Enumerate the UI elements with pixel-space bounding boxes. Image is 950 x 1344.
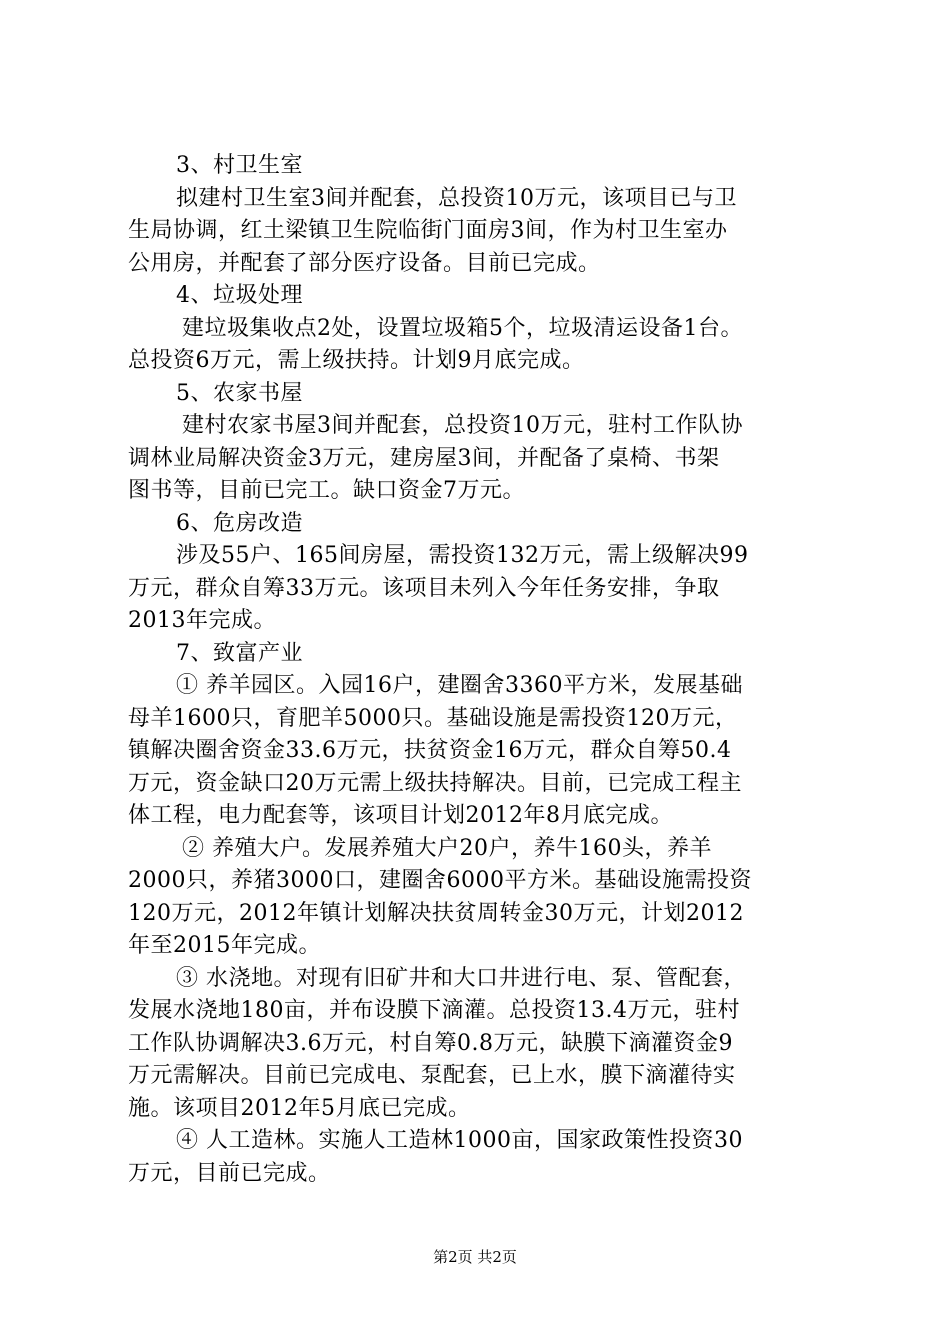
text-line: 涉及55户、165间房屋，需投资132万元，需上级解决99: [176, 543, 749, 568]
text-line: 6、危房改造: [176, 510, 303, 536]
text-line: 年至2015年完成。: [128, 933, 321, 958]
text-line: 万元需解决。目前已完成电、泵配套，已上水，膜下滴灌待实: [128, 1063, 736, 1088]
text-line: ④ 人工造林。实施人工造林1000亩，国家政策性投资30: [176, 1128, 743, 1153]
text-line: 万元，资金缺口20万元需上级扶持解决。目前，已完成工程主: [128, 770, 742, 796]
text-line: 母羊1600只，育肥羊5000只。基础设施是需投资120万元，: [128, 705, 738, 731]
text-line: ② 养殖大户。发展养殖大户20户，养牛160头，养羊: [182, 835, 712, 861]
text-line: 镇解决圈舍资金33.6万元，扶贫资金16万元，群众自筹50.4: [128, 738, 732, 763]
text-line: 调林业局解决资金3万元，建房屋3间，并配备了桌椅、书架: [128, 445, 720, 471]
text-line: 120万元，2012年镇计划解决扶贫周转金30万元，计划2012: [128, 900, 744, 926]
text-line: 生局协调，红土梁镇卫生院临街门面房3间，作为村卫生室办: [128, 218, 728, 243]
text-line: 3、村卫生室: [176, 153, 303, 178]
text-line: 建垃圾集收点2处，设置垃圾箱5个，垃圾清运设备1台。: [182, 315, 743, 341]
text-line: 公用房，并配套了部分医疗设备。目前已完成。: [128, 250, 601, 276]
text-line: 工作队协调解决3.6万元，村自筹0.8万元，缺膜下滴灌资金9: [128, 1030, 733, 1056]
text-line: 2013年完成。: [128, 608, 276, 633]
text-line: 建村农家书屋3间并配套，总投资10万元，驻村工作队协: [182, 413, 743, 438]
text-line: 4、垃圾处理: [176, 283, 303, 308]
document-body: [128, 150, 828, 1190]
text-line: 5、农家书屋: [176, 380, 303, 406]
text-line: 体工程，电力配套等，该项目计划2012年8月底完成。: [128, 803, 673, 828]
text-line: 总投资6万元，需上级扶持。计划9月底完成。: [128, 348, 585, 373]
text-line: 发展水浇地180亩，并布设膜下滴灌。总投资13.4万元，驻村: [128, 998, 740, 1023]
text-line: 2000只，养猪3000口，建圈舍6000平方米。基础设施需投资: [128, 868, 752, 893]
text-line: 万元，群众自筹33万元。该项目未列入今年任务安排，争取: [128, 575, 720, 601]
text-line: 拟建村卫生室3间并配套，总投资10万元，该项目已与卫: [176, 185, 737, 211]
text-line: 图书等，目前已完工。缺口资金7万元。: [128, 478, 525, 503]
text-line: 7、致富产业: [176, 640, 303, 666]
text-line: ① 养羊园区。入园16户，建圈舍3360平方米，发展基础: [176, 673, 743, 698]
text-line: 万元，目前已完成。: [128, 1160, 331, 1186]
text-line: 施。该项目2012年5月底已完成。: [128, 1095, 471, 1121]
text-line: ③ 水浇地。对现有旧矿井和大口井进行电、泵、管配套，: [176, 965, 746, 991]
page-footer: 第2页 共2页: [433, 1248, 517, 1266]
